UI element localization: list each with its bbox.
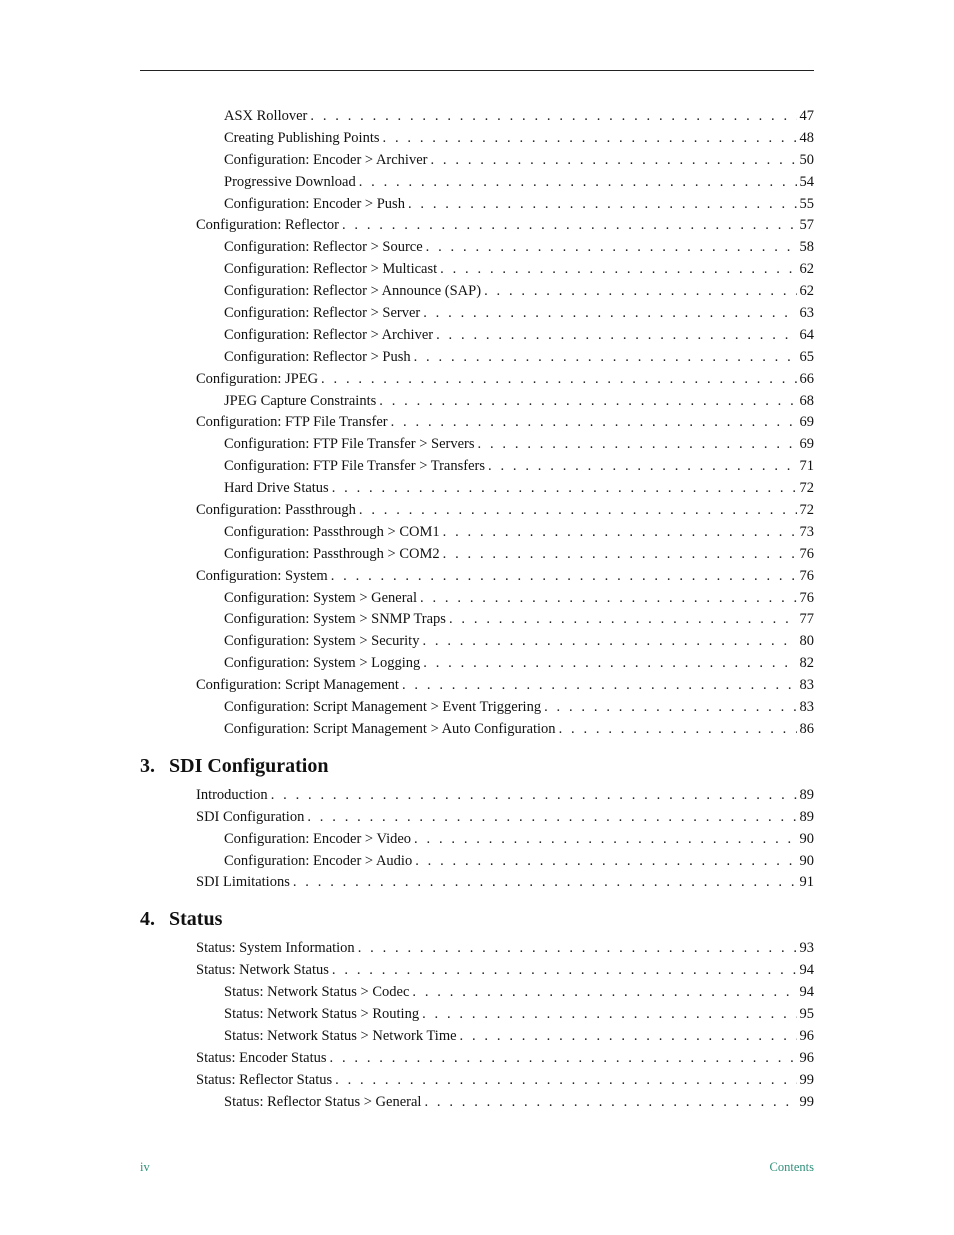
toc-entry[interactable]: [140, 982, 814, 1004]
toc-entry-title: Status: Network Status > Codec: [224, 984, 410, 1001]
toc-entry-title: Configuration: Reflector > Server: [224, 305, 421, 322]
dot-leader: [307, 807, 796, 829]
toc-entry[interactable]: [140, 128, 814, 150]
dot-leader: [443, 522, 797, 544]
dot-leader: [293, 872, 797, 894]
toc-entry-page: 77: [799, 611, 814, 628]
dot-leader: [359, 500, 797, 522]
dot-leader: [426, 237, 797, 259]
header-rule: [140, 70, 814, 71]
toc-entry-title: Configuration: System > Logging: [224, 655, 421, 672]
toc-entry-title: Status: Network Status > Network Time: [224, 1027, 457, 1044]
toc-entry-page: 62: [799, 261, 814, 278]
dot-leader: [423, 653, 796, 675]
dot-leader: [436, 325, 796, 347]
table-of-contents: [140, 106, 814, 1113]
toc-entry-title: Configuration: FTP File Transfer > Servers: [224, 436, 475, 453]
dot-leader: [332, 960, 797, 982]
toc-entry[interactable]: [140, 347, 814, 369]
dot-leader: [443, 544, 797, 566]
toc-entry-page: 69: [799, 436, 814, 453]
dot-leader: [332, 478, 797, 500]
toc-entry-page: 82: [799, 655, 814, 672]
dot-leader: [414, 829, 796, 851]
toc-entry-page: 48: [799, 129, 814, 146]
toc-entry-title: Status: Network Status: [196, 962, 329, 979]
toc-entry[interactable]: [140, 303, 814, 325]
toc-entry-title: SDI Limitations: [196, 874, 290, 891]
toc-entry-title: Status: System Information: [196, 940, 355, 957]
dot-leader: [423, 303, 796, 325]
dot-leader: [420, 588, 796, 610]
toc-entry-title: Status: Reflector Status: [196, 1071, 333, 1088]
dot-leader: [408, 194, 797, 216]
toc-entry[interactable]: [140, 215, 814, 237]
toc-entry[interactable]: [140, 259, 814, 281]
toc-entry-page: 80: [799, 633, 814, 650]
toc-entry-title: Configuration: Encoder > Video: [224, 830, 412, 847]
toc-entry-title: Status: Encoder Status: [196, 1049, 327, 1066]
toc-entry[interactable]: [140, 829, 814, 851]
toc-entry-page: 71: [799, 458, 814, 475]
toc-entry-title: Configuration: Script Management > Auto Configuration: [224, 720, 556, 737]
toc-entry[interactable]: [140, 631, 814, 653]
toc-entry[interactable]: [140, 391, 814, 413]
toc-entry[interactable]: [140, 544, 814, 566]
toc-entry[interactable]: [140, 237, 814, 259]
toc-entry-page: 54: [799, 173, 814, 190]
toc-entry-title: Configuration: Reflector > Push: [224, 348, 411, 365]
toc-entry[interactable]: [140, 960, 814, 982]
dot-leader: [391, 412, 797, 434]
dot-leader: [460, 1026, 797, 1048]
toc-entry-page: 73: [799, 523, 814, 540]
chapter-number: 3.: [140, 754, 155, 777]
toc-entry[interactable]: [140, 1048, 814, 1070]
toc-entry-page: 63: [799, 305, 814, 322]
toc-entry-title: Configuration: Passthrough > COM2: [224, 545, 440, 562]
dot-leader: [330, 1048, 797, 1070]
chapter-heading: [140, 749, 814, 783]
toc-entry-page: 94: [799, 984, 814, 1001]
dot-leader: [412, 982, 796, 1004]
toc-entry-page: 76: [799, 567, 814, 584]
footer-page-number: iv: [140, 1160, 150, 1174]
toc-entry-title: Configuration: Reflector: [196, 217, 339, 234]
dot-leader: [359, 172, 797, 194]
toc-entry-title: Configuration: JPEG: [196, 370, 319, 387]
dot-leader: [383, 128, 797, 150]
toc-entry-title: Configuration: Reflector > Source: [224, 239, 423, 256]
toc-entry-title: Configuration: Passthrough > COM1: [224, 523, 440, 540]
toc-entry[interactable]: [140, 456, 814, 478]
dot-leader: [335, 1070, 796, 1092]
toc-entry-page: 69: [799, 414, 814, 431]
toc-entry-page: 58: [799, 239, 814, 256]
toc-entry-page: 83: [799, 677, 814, 694]
toc-entry-page: 65: [799, 348, 814, 365]
toc-entry-title: Configuration: System > General: [224, 589, 418, 606]
chapter-title: SDI Configuration: [169, 754, 329, 777]
toc-entry[interactable]: [140, 478, 814, 500]
toc-entry-page: 62: [799, 283, 814, 300]
toc-entry-page: 89: [799, 786, 814, 803]
toc-entry-page: 90: [799, 830, 814, 847]
toc-entry[interactable]: [140, 675, 814, 697]
dot-leader: [559, 719, 797, 741]
dot-leader: [422, 1004, 796, 1026]
toc-entry-title: Configuration: System > SNMP Traps: [224, 611, 446, 628]
dot-leader: [449, 609, 797, 631]
toc-entry-title: Introduction: [196, 786, 268, 803]
toc-entry[interactable]: [140, 697, 814, 719]
toc-entry[interactable]: [140, 851, 814, 873]
toc-entry-title: ASX Rollover: [224, 108, 308, 124]
toc-entry-page: 96: [799, 1049, 814, 1066]
toc-entry-page: 89: [799, 808, 814, 825]
toc-entry-page: 68: [799, 392, 814, 409]
toc-entry-title: SDI Configuration: [196, 808, 305, 825]
toc-entry-title: Configuration: Encoder > Audio: [224, 852, 413, 869]
dot-leader: [379, 391, 796, 413]
toc-entry[interactable]: [140, 369, 814, 391]
toc-entry-page: 76: [799, 545, 814, 562]
toc-entry[interactable]: [140, 938, 814, 960]
toc-entry-page: 86: [799, 720, 814, 737]
toc-entry-page: 91: [799, 874, 814, 891]
toc-entry-title: Configuration: Script Management > Event Triggering: [224, 699, 542, 716]
toc-entry[interactable]: [140, 522, 814, 544]
toc-entry-title: Configuration: System: [196, 567, 328, 584]
dot-leader: [424, 1092, 796, 1114]
dot-leader: [544, 697, 796, 719]
toc-entry[interactable]: [140, 719, 814, 741]
footer-section-name: Contents: [769, 1160, 814, 1174]
toc-entry[interactable]: [140, 194, 814, 216]
toc-entry-page: 50: [799, 151, 814, 168]
dot-leader: [402, 675, 797, 697]
toc-entry-page: 99: [799, 1093, 814, 1110]
toc-entry-page: 76: [799, 589, 814, 606]
toc-entry[interactable]: [140, 1070, 814, 1092]
toc-entry-title: Configuration: FTP File Transfer: [196, 414, 388, 431]
dot-leader: [488, 456, 797, 478]
dot-leader: [484, 281, 796, 303]
dot-leader: [321, 369, 796, 391]
toc-entry-page: 47: [799, 108, 814, 124]
toc-entry[interactable]: [140, 872, 814, 894]
toc-entry-title: Progressive Download: [224, 173, 356, 190]
toc-entry-title: Configuration: Reflector > Multicast: [224, 261, 438, 278]
toc-entry-page: 99: [799, 1071, 814, 1088]
toc-entry-page: 83: [799, 699, 814, 716]
toc-entry[interactable]: [140, 500, 814, 522]
toc-entry[interactable]: [140, 1092, 814, 1114]
dot-leader: [415, 851, 796, 873]
toc-entry-title: Configuration: Encoder > Archiver: [224, 151, 428, 168]
toc-entry-title: Status: Network Status > Routing: [224, 1005, 420, 1022]
toc-entry-page: 93: [799, 940, 814, 957]
toc-entry[interactable]: [140, 588, 814, 610]
toc-entry-page: 96: [799, 1027, 814, 1044]
dot-leader: [271, 785, 797, 807]
toc-entry-page: 95: [799, 1005, 814, 1022]
chapter-number: 4.: [140, 908, 155, 931]
dot-leader: [310, 106, 796, 128]
toc-entry[interactable]: [140, 434, 814, 456]
toc-entry-title: Configuration: Script Management: [196, 677, 399, 694]
toc-entry-title: Hard Drive Status: [224, 480, 329, 497]
toc-entry-page: 72: [799, 480, 814, 497]
dot-leader: [358, 938, 797, 960]
chapter-heading: [140, 902, 814, 936]
toc-entry[interactable]: [140, 172, 814, 194]
toc-entry-title: Status: Reflector Status > General: [224, 1093, 422, 1110]
toc-entry[interactable]: [140, 412, 814, 434]
toc-entry-title: Configuration: Reflector > Archiver: [224, 326, 434, 343]
dot-leader: [414, 347, 797, 369]
dot-leader: [342, 215, 797, 237]
dot-leader: [440, 259, 796, 281]
page-footer: [140, 1160, 814, 1175]
toc-entry-title: Configuration: FTP File Transfer > Transfers: [224, 458, 485, 475]
dot-leader: [478, 434, 797, 456]
toc-entry[interactable]: [140, 807, 814, 829]
toc-entry-page: 64: [799, 326, 814, 343]
toc-entry-title: Configuration: Reflector > Announce (SAP): [224, 283, 482, 300]
toc-entry[interactable]: [140, 106, 814, 128]
toc-entry[interactable]: [140, 1026, 814, 1048]
dot-leader: [430, 150, 796, 172]
toc-entry-page: 94: [799, 962, 814, 979]
toc-entry-title: JPEG Capture Constraints: [224, 392, 377, 409]
toc-entry-page: 66: [799, 370, 814, 387]
toc-entry[interactable]: [140, 653, 814, 675]
toc-entry[interactable]: [140, 566, 814, 588]
toc-entry[interactable]: [140, 785, 814, 807]
dot-leader: [422, 631, 796, 653]
toc-entry-title: Configuration: Encoder > Push: [224, 195, 405, 212]
toc-entry-page: 90: [799, 852, 814, 869]
toc-entry[interactable]: [140, 1004, 814, 1026]
toc-entry-title: Creating Publishing Points: [224, 129, 380, 146]
toc-entry-page: 57: [799, 217, 814, 234]
toc-entry-title: Configuration: System > Security: [224, 633, 420, 650]
toc-entry-page: 55: [799, 195, 814, 212]
toc-entry-title: Configuration: Passthrough: [196, 502, 356, 519]
toc-entry[interactable]: [140, 325, 814, 347]
toc-entry-page: 72: [799, 502, 814, 519]
dot-leader: [331, 566, 797, 588]
toc-entry[interactable]: [140, 281, 814, 303]
chapter-title: Status: [169, 908, 223, 931]
toc-entry[interactable]: [140, 150, 814, 172]
toc-entry[interactable]: [140, 609, 814, 631]
